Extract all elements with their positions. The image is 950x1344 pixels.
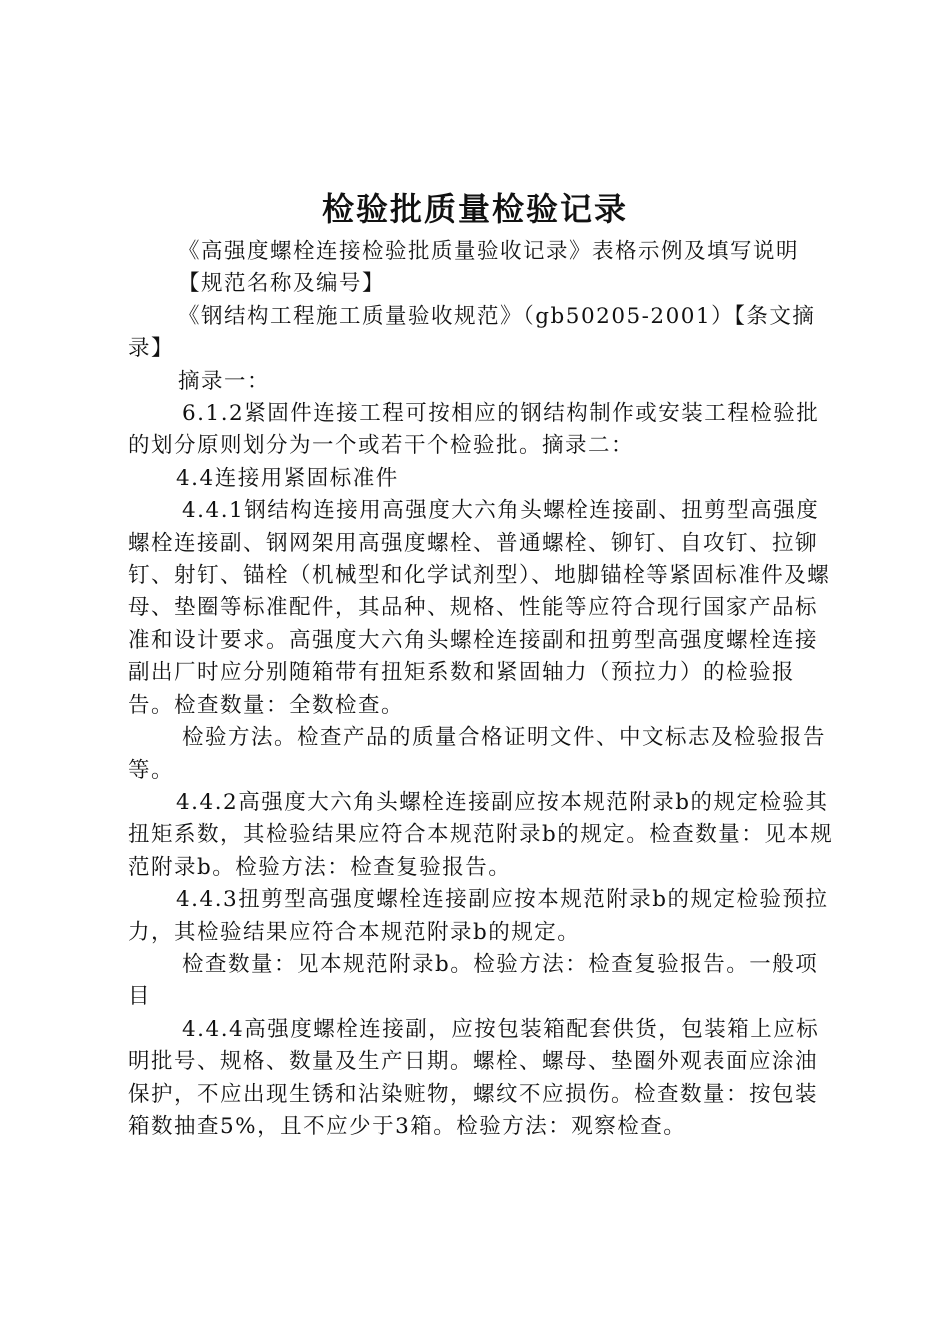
paragraph: 《高强度螺栓连接检验批质量验收记录》表格示例及填写说明 <box>178 239 800 264</box>
document-body <box>128 236 838 1143</box>
paragraph: 4.4.4高强度螺栓连接副，应按包装箱配套供货，包装箱上应标明批号、规格、数量及生产日期。螺栓、螺母、垫圈外观表面应涂油保护，不应出现生锈和沾染赃物，螺纹不应损伤。检查数量：按包装箱数抽查5%，且不应少于3箱。检验方法：观察检查。 <box>128 1016 820 1139</box>
paragraph: 【规范名称及编号】 <box>178 271 386 297</box>
paragraph: 摘录一： <box>178 368 271 394</box>
paragraph: 检验方法。检查产品的质量合格证明文件、中文标志及检验报告等。 <box>128 725 827 783</box>
paragraph: 6.1.2紧固件连接工程可按相应的钢结构制作或安装工程检验批的划分原则划分为一个或若干个检验批。摘录二： <box>128 401 820 459</box>
paragraph: 《钢结构工程施工质量验收规范》（gb50205-2001）【条文摘录】 <box>128 303 816 362</box>
page-title: 检验批质量检验记录 <box>321 190 628 228</box>
paragraph: 4.4.2高强度大六角头螺栓连接副应按本规范附录b的规定检验其扭矩系数，其检验结果应符合本规范附录b的规定。检查数量：见本规范附录b。检验方法：检查复验报告。 <box>128 789 834 880</box>
paragraph: 检查数量：见本规范附录b。检验方法：检查复验报告。一般项目 <box>128 951 819 1010</box>
paragraph: 4.4连接用紧固标准件 <box>176 465 399 491</box>
paragraph: 4.4.1钢结构连接用高强度大六角头螺栓连接副、扭剪型高强度螺栓连接副、钢网架用高强度螺栓、普通螺栓、铆钉、自攻钉、拉铆钉、射钉、锚栓（机械型和化学试剂型）、地脚锚栓等紧固标准件及螺母、垫圈等标准配件，其品种、规格、性能等应符合现行国家产品标准和设计要求。高强度大六角头螺栓连接副和扭剪型高强度螺栓连接副出厂时应分别随箱带有扭矩系数和紧固轴力（预拉力）的检验报告。检查数量：全数检查。 <box>128 498 831 718</box>
paragraph: 4.4.3扭剪型高强度螺栓连接副应按本规范附录b的规定检验预拉力，其检验结果应符合本规范附录b的规定。 <box>128 887 829 945</box>
